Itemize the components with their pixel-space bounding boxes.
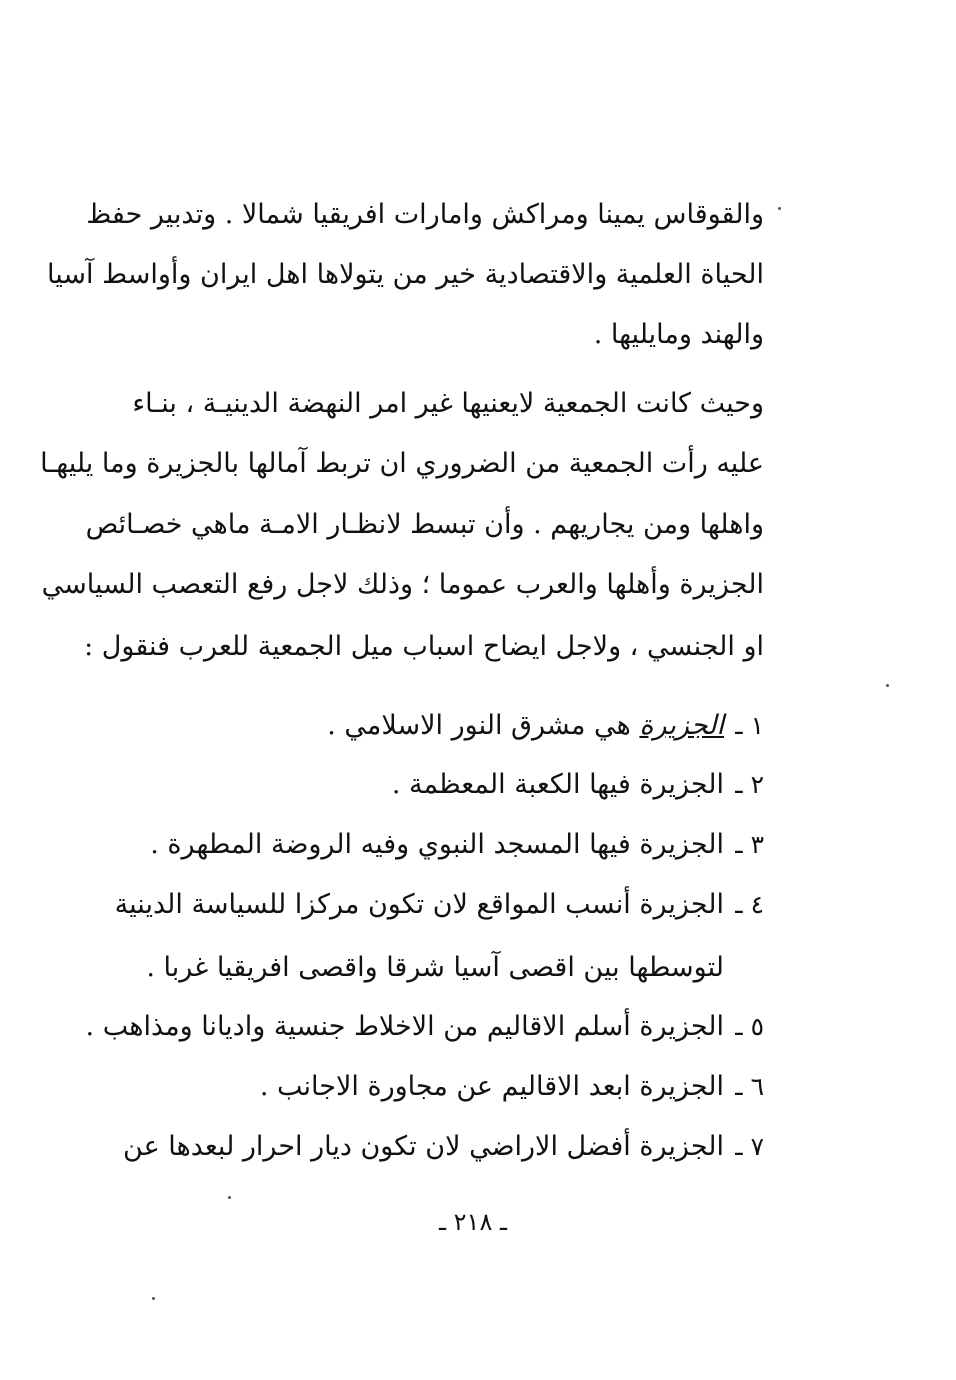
list-item-7: الجزيرة أفضل الاراضي لان تكون ديار احرار لبعدها عن [123, 1131, 724, 1162]
list-item-1 [327, 706, 724, 746]
paragraph-2-line-4: الجزيرة وأهلها والعرب عموما ؛ وذلك لاجل رفع التعصب السياسي [41, 569, 764, 600]
list-item-1-emphasis: الجزيرة [639, 710, 724, 741]
list-number-1: ١ ـ [735, 711, 764, 740]
list-item-5: الجزيرة أسلم الاقاليم من الاخلاط جنسية واديانا ومذاهب . [85, 1011, 724, 1042]
list-item-2: الجزيرة فيها الكعبة المعظمة . [391, 769, 724, 800]
list-item-1-text: هي مشرق النور الاسلامي . [327, 710, 640, 741]
scan-speck [886, 684, 889, 687]
paragraph-2-line-5: او الجنسي ، ولاجل ايضاح اسباب ميل الجمعية للعرب فنقول : [84, 631, 764, 662]
list-number-5: ٥ ـ [735, 1012, 764, 1041]
paragraph-1-line-2: الحياة العلمية والاقتصادية خير من يتولاها اهل ايران وأواسط آسيا [47, 259, 764, 290]
paragraph-2-line-1: وحيث كانت الجمعية لايعنيها غير امر النهضة الدينيـة ، بنـاء [132, 388, 764, 419]
list-item-4-continuation: لتوسطها بين اقصى آسيا شرقا واقصى افريقيا غربا . [146, 952, 724, 983]
paragraph-1-line-1: والقوقاس يمينا ومراكش وامارات افريقيا شمالا . وتدبير حفظ [86, 199, 764, 230]
list-number-3: ٣ ـ [735, 830, 764, 859]
list-number-7: ٧ ـ [735, 1132, 764, 1161]
scan-speck [152, 1297, 155, 1300]
paragraph-2-line-2: عليه رأت الجمعية من الضروري ان تربط آمالها بالجزيرة وما يليهـا [40, 448, 764, 479]
list-item-3: الجزيرة فيها المسجد النبوي وفيه الروضة المطهرة . [150, 829, 724, 860]
scan-speck [778, 207, 781, 210]
list-number-2: ٢ ـ [735, 770, 764, 799]
list-item-6: الجزيرة ابعد الاقاليم عن مجاورة الاجانب . [259, 1071, 724, 1102]
page-number: ـ ٢١٨ ـ [438, 1208, 507, 1236]
paragraph-1-line-3: والهند ومايليها . [593, 319, 764, 350]
paragraph-2-line-3: واهلها ومن يجاريهم . وأن تبسط لانظـار الامـة ماهي خصـائص [85, 509, 764, 540]
list-number-6: ٦ ـ [735, 1072, 764, 1101]
scan-speck [228, 1196, 231, 1199]
list-item-4: الجزيرة أنسب المواقع لان تكون مركزا للسياسة الدينية [114, 889, 724, 920]
list-number-4: ٤ ـ [735, 890, 764, 919]
